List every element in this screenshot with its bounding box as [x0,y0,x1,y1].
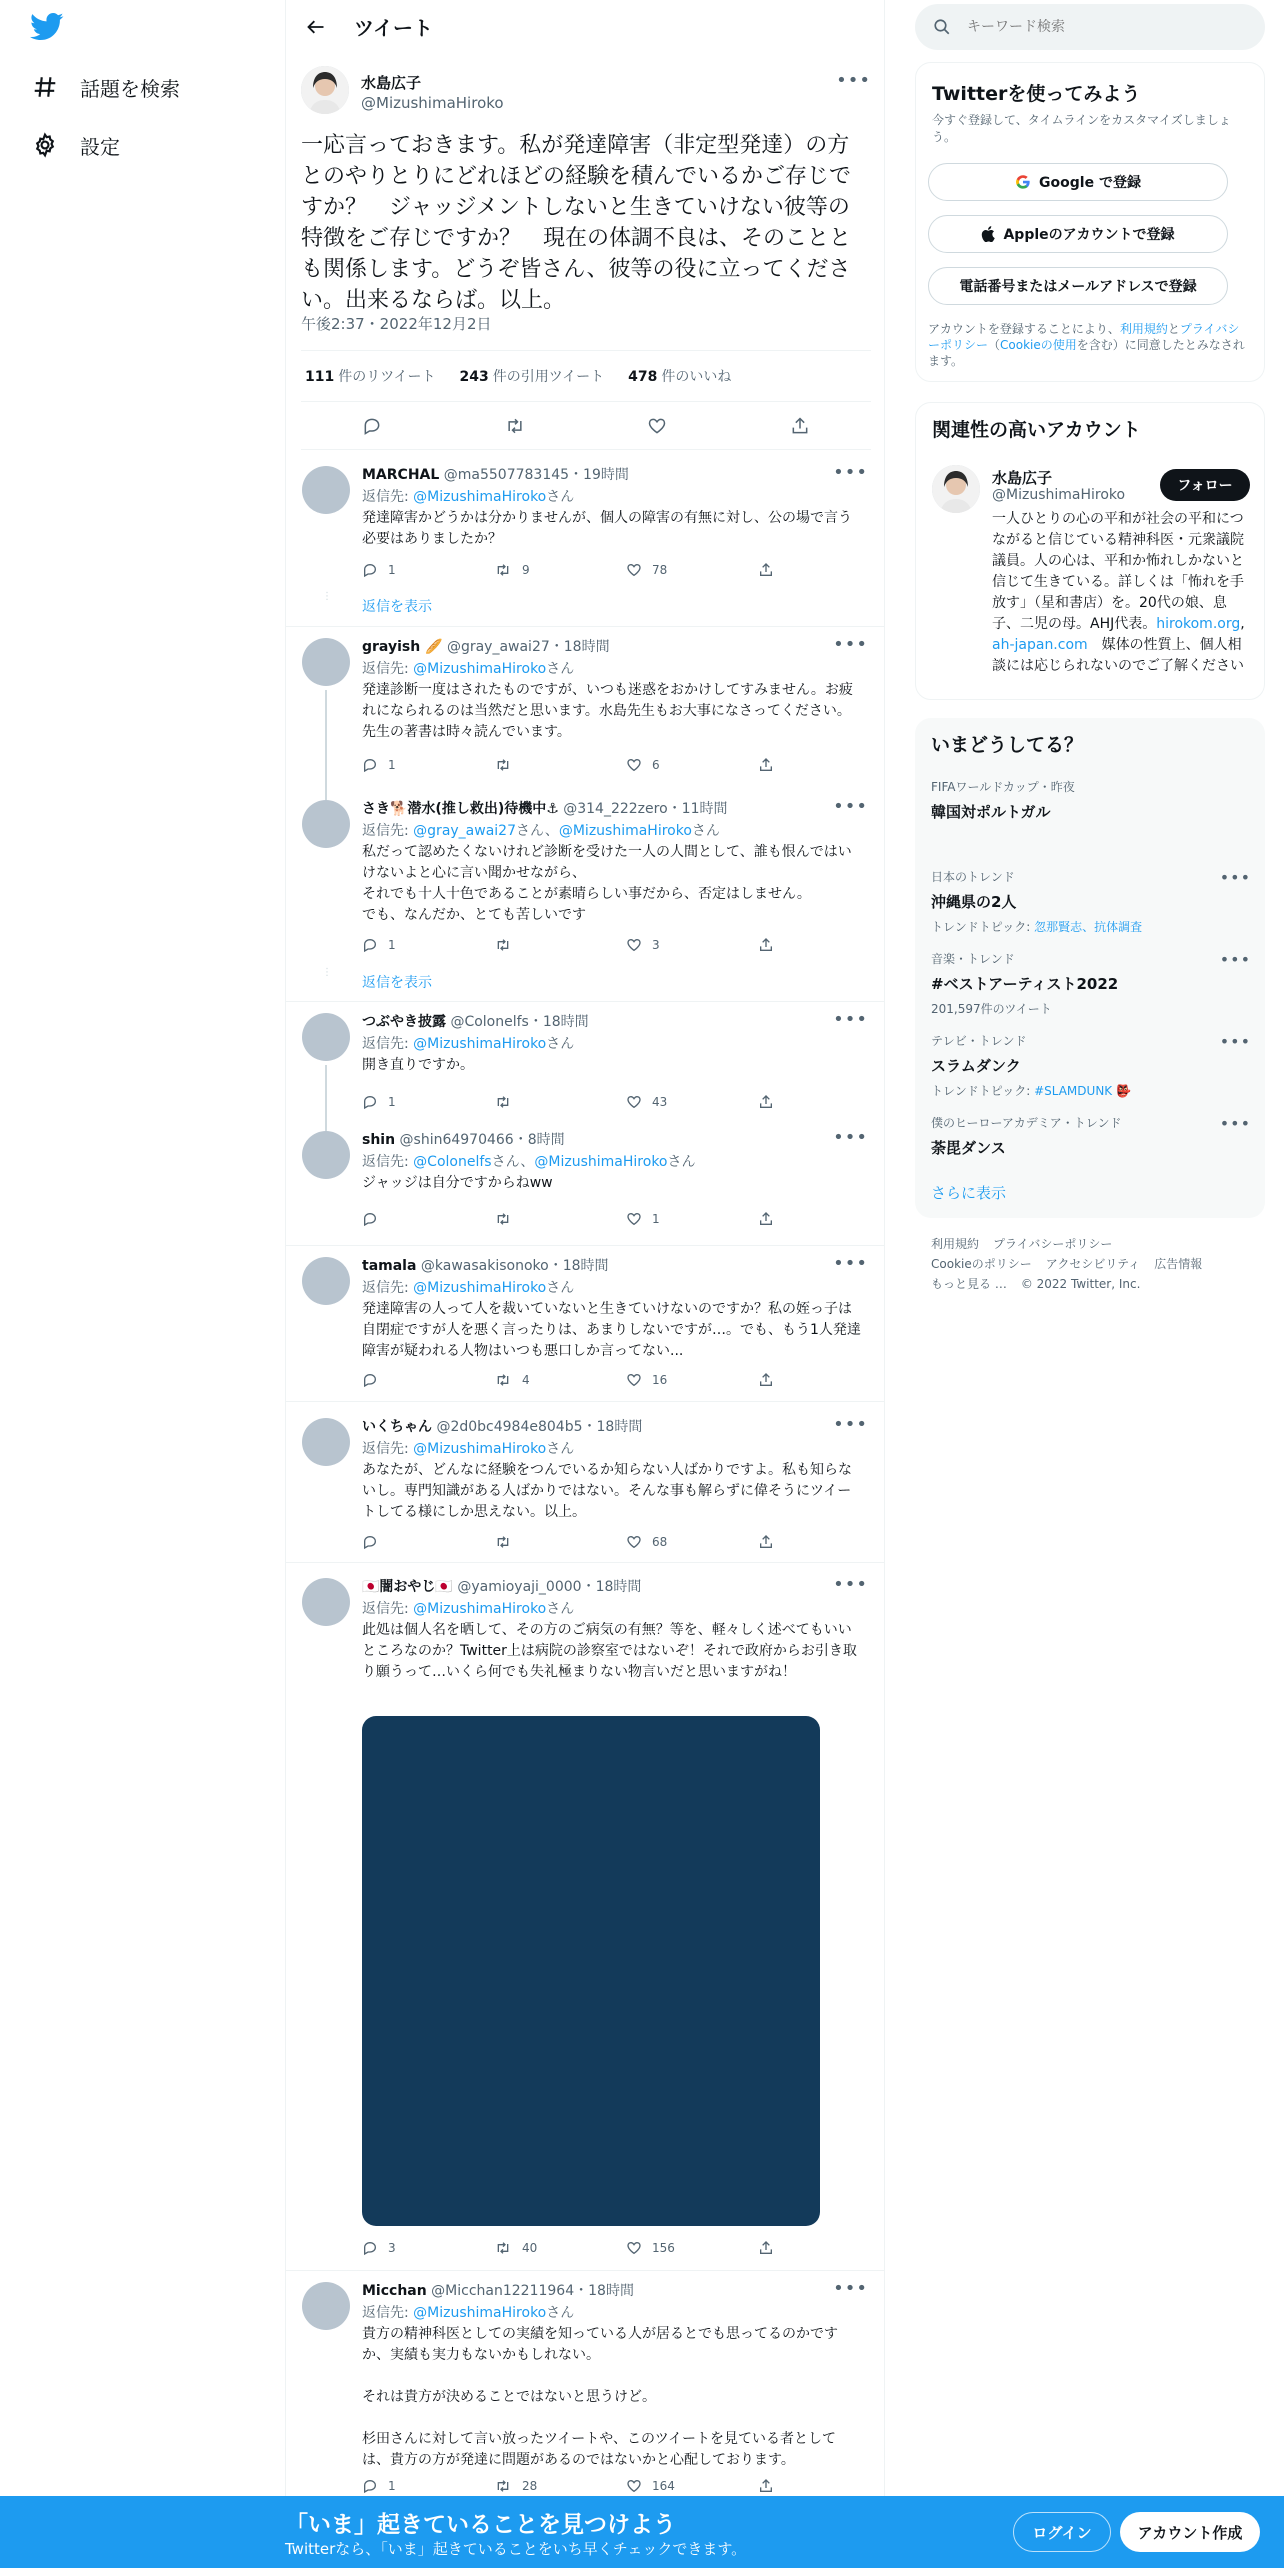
trend-item[interactable] [931,778,1251,822]
reply-time[interactable]: 19時間 [583,467,629,483]
thread-line [325,690,327,800]
like-button[interactable]: 3 [626,935,758,955]
reply-to: 返信先: @Colonelfsさん、@MizushimaHirokoさん [362,1154,696,1170]
trend-item[interactable] [931,1032,1251,1099]
login-button[interactable]: ログイン [1013,2512,1111,2552]
like-icon[interactable] [640,409,674,443]
like-button[interactable]: 164 [626,2476,758,2496]
more-icon[interactable]: ••• [833,2278,868,2299]
divider [286,2270,884,2271]
reply-author-handle[interactable]: @kawasakisonoko [420,1258,549,1274]
divider [286,1401,884,1402]
footer-ads-link[interactable]: 広告情報 [1154,1257,1203,1271]
cookie-link[interactable]: Cookieの使用 [1000,338,1077,352]
reply-actions [362,1370,802,1390]
terms-link[interactable]: 利用規約 [1119,322,1168,336]
reply-button[interactable] [362,1370,494,1390]
account-handle[interactable]: @MizushimaHiroko [992,487,1126,503]
google-icon [1015,174,1031,190]
more-icon[interactable]: ••• [1219,868,1251,887]
phone-email-signup-label: 電話番号またはメールアドレスで登録 [959,279,1197,295]
thread-dots: ⋮ [322,591,332,602]
reply-tweet[interactable] [286,1408,884,1563]
reply-tweet[interactable] [286,1121,884,1246]
reply-text: 発達診断一度はされたものですが、いつも迷惑をおかけしてすみません。お疲れになられるのは当然だと思います。水島先生もお大事になさってください。先生の著書は時々読んでいます。 [362,682,853,740]
signup-button[interactable]: アカウント作成 [1120,2512,1260,2552]
more-icon[interactable]: ••• [1219,950,1251,969]
reply-author-handle[interactable]: @shin64970466 [399,1132,514,1148]
reply-to: 返信先: @MizushimaHirokoさん [362,1036,575,1052]
trends-show-more-link[interactable]: さらに表示 [931,1184,1007,1202]
back-arrow-icon[interactable] [296,7,336,47]
account-bio: 一人ひとりの心の平和が社会の平和につながると信じている精神科医・元衆議院議員。人の心は、平和か怖れしかないと信じて生きている。詳しくは「怖れを手放す」（星和書店）を。20代の娘、息子、二児の母。AHJ代表。hirokom.org, ah-japan.com 媒体の性質上、個人相談には応じられないのでご了解ください [992,511,1245,674]
mention-link[interactable]: @MizushimaHiroko [413,661,547,677]
reply-author-name[interactable]: いくちゃん [362,1419,432,1435]
reply-author-name[interactable]: さき🐕潜水(推し救出)待機中⚓ [362,801,559,817]
avatar[interactable] [302,466,350,514]
signup-legal-text: アカウントを登録することにより、利用規約とプライバシーポリシー（Cookieの使用を含む）に同意したとみなされます。 [928,322,1245,368]
twitter-logo-icon[interactable] [30,12,66,48]
tweet-text: 一応言っておきます。私が発達障害（非定型発達）の方とのやりとりにどれほどの経験を積んでいるかご存じですか？ ジャッジメントしないと生きていけない彼等の特徴をご存じですか？ 現在の体調不良は、そのこととも関係します。どうぞ皆さん、彼等の役に立ってください。出来るならば。以上。 [301,133,852,313]
more-icon[interactable]: ••• [833,1253,868,1274]
reply-time[interactable]: 18時間 [588,2283,634,2299]
trend-name: スラムダンク [931,1057,1021,1075]
footer-links [931,1234,1261,1294]
reply-author-handle[interactable]: @Micchan12211964 [431,2283,575,2299]
more-icon[interactable]: ••• [833,1009,868,1030]
tweet-timestamp[interactable]: 午後2:37・2022年12月2日 [301,315,492,333]
mention-link[interactable]: @MizushimaHiroko [413,1280,547,1296]
reply-tweet[interactable] [286,1003,884,1121]
bottom-bar-title: 「いま」起きていることを見つけよう [285,2512,676,2538]
reply-author-name[interactable]: つぶやき披露 [362,1014,446,1030]
reply-author-name[interactable]: shin [362,1132,396,1148]
nav-settings[interactable] [30,121,120,169]
reply-author-name[interactable]: 🇯🇵闇おやじ🇯🇵 [362,1579,453,1595]
retweet-button[interactable] [494,935,626,955]
retweet-button[interactable]: 9 [494,560,626,580]
avatar[interactable] [301,66,349,114]
reply-button[interactable]: 1 [362,560,494,580]
trend-extra: トレンドトピック: #SLAMDUNK 👺 [931,1084,1131,1098]
bottom-signup-bar [0,2496,1284,2568]
like-button[interactable]: 78 [626,560,758,580]
retweet-button[interactable] [494,1209,626,1229]
avatar[interactable] [302,800,350,848]
like-button[interactable]: 43 [626,1092,758,1112]
reply-tweet[interactable] [286,1568,884,2268]
reply-button[interactable]: 1 [362,2476,494,2496]
mention-link[interactable]: @MizushimaHiroko [558,823,692,839]
more-icon[interactable]: ••• [1219,1114,1251,1133]
trends-card [915,718,1265,1218]
trend-topic-link[interactable]: 忽那賢志、抗体調査 [1034,920,1143,934]
trend-name: #ベストアーティスト2022 [931,975,1119,993]
trend-meta: 音楽・トレンド [931,952,1015,966]
google-signup-button[interactable] [928,163,1228,201]
retweet-button[interactable] [494,1092,626,1112]
reply-author-handle[interactable]: @Colonelfs [450,1014,529,1030]
trend-meta: テレビ・トレンド [931,1034,1027,1048]
reply-time[interactable]: 11時間 [681,801,728,817]
avatar[interactable] [932,465,980,513]
phone-email-signup-button[interactable] [928,267,1228,305]
reply-button[interactable]: 1 [362,1092,494,1112]
retweet-button[interactable]: 4 [494,1370,626,1390]
trend-topic-link[interactable]: #SLAMDUNK 👺 [1034,1084,1131,1098]
reply-author-name[interactable]: grayish 🥖 [362,639,443,655]
reply-author-handle[interactable]: @gray_awai27 [446,639,550,655]
divider [286,626,884,627]
follow-button[interactable]: フォロー [1160,469,1250,501]
share-button[interactable] [758,560,798,580]
reply-to: 返信先: @MizushimaHirokoさん [362,2305,575,2321]
trend-name: 荼毘ダンス [931,1139,1006,1157]
page-header [286,0,884,53]
avatar[interactable] [302,1013,350,1061]
retweet-button[interactable] [494,1532,626,1552]
gear-icon [30,130,60,160]
more-icon[interactable]: ••• [833,1414,868,1435]
tweet-actions [301,402,871,450]
reply-text: 此処は個人名を晒して、その方のご病気の有無？等を、軽々しく述べてもいいところなのか？Twitter上は病院の診察室ではないぞ！それで政府からお引き取り願うって…いくら何でも失礼極まりない物言いだと思いますがね！ [362,1622,857,1680]
reply-time[interactable]: 18時間 [595,1579,642,1595]
share-button[interactable] [758,1532,798,1552]
mention-link[interactable]: @MizushimaHiroko [413,1036,547,1052]
reply-header: grayish 🥖 @gray_awai27・18時間 [362,639,610,655]
retweet-button[interactable]: 28 [494,2476,626,2496]
reply-actions [362,2476,802,2496]
more-icon[interactable]: ••• [833,1127,868,1148]
share-button[interactable] [758,2238,798,2258]
reply-actions [362,2238,802,2258]
trend-item[interactable] [931,950,1251,1017]
tweet-media-image[interactable] [362,1716,820,2226]
reply-author-handle[interactable]: @314_222zero [563,801,668,817]
reply-icon[interactable] [355,409,389,443]
google-signup-label: Google で登録 [1039,175,1141,191]
like-button[interactable]: 68 [626,1532,758,1552]
reply-actions [362,1092,802,1112]
mention-link[interactable]: @MizushimaHiroko [413,2305,547,2321]
reply-actions [362,935,802,955]
reply-time[interactable]: 8時間 [527,1132,565,1148]
mention-link[interactable]: @MizushimaHiroko [413,1601,547,1617]
author-name: 水島広子 [361,74,422,92]
reply-button[interactable]: 3 [362,2238,494,2258]
retweet-count[interactable]: 111 件のリツイート [305,369,436,385]
share-button[interactable] [758,935,798,955]
divider [286,1562,884,1563]
mention-link[interactable]: @gray_awai27 [413,823,516,839]
mention-link[interactable]: @MizushimaHiroko [413,489,547,505]
apple-icon [981,226,995,242]
reply-to: 返信先: @MizushimaHirokoさん [362,489,575,505]
share-button[interactable] [758,1092,798,1112]
avatar[interactable] [302,1578,350,1626]
reply-button[interactable] [362,1532,494,1552]
like-button[interactable]: 1 [626,1209,758,1229]
reply-text: 私だって認めたくないけれど診断を受けた一人の人間として、誰も恨んではいけないよと心に言い聞かせながら、 それでも十人十色であることが素晴らしい事だから、否定はしません。 でも、なんだか、とても苦しいです [362,844,852,923]
reply-tweet[interactable] [286,1247,884,1402]
bottom-bar-subtitle: Twitterなら、「いま」起きていることをいち早くチェックできます。 [285,2540,747,2558]
bio-link[interactable]: hirokom.org [1156,616,1241,632]
main-tweet-author[interactable] [301,66,871,114]
avatar[interactable] [302,2282,350,2330]
reply-header: いくちゃん @2d0bc4984e804b5・18時間 [362,1419,643,1435]
show-replies-link[interactable]: 返信を表示 [362,599,432,615]
relevant-accounts-card [915,402,1265,700]
reply-text: ジャッジは自分ですからねww [362,1175,553,1191]
nav-explore[interactable] [30,63,180,111]
more-icon[interactable]: ••• [836,70,871,91]
reply-button[interactable] [362,1209,494,1229]
reply-to: 返信先: @gray_awai27さん、@MizushimaHirokoさん [362,823,720,839]
reply-to: 返信先: @MizushimaHirokoさん [362,1601,575,1617]
signup-card [915,62,1265,382]
nav-explore-label: 話題を検索 [80,76,180,101]
share-button[interactable] [758,1209,798,1229]
like-count[interactable]: 478 件のいいね [628,369,732,385]
reply-author-name[interactable]: Micchan [362,2283,427,2299]
footer-accessibility-link[interactable]: アクセシビリティ [1045,1257,1141,1271]
reply-header: MARCHAL @ma5507783145・19時間 [362,467,629,483]
reply-actions [362,1209,802,1229]
footer-more-link[interactable]: もっと見る … [931,1277,1007,1291]
reply-actions [362,755,802,775]
divider [286,1001,884,1002]
reply-actions [362,1532,802,1552]
reply-text: 開き直りですか。 [362,1057,474,1073]
hashtag-icon [30,72,60,102]
bio-link[interactable]: ah-japan.com [992,637,1088,653]
reply-author-name[interactable]: tamala [362,1258,417,1274]
more-icon[interactable]: ••• [1219,1032,1251,1051]
trend-meta: FIFAワールドカップ・昨夜 [931,780,1075,794]
reply-author-handle[interactable]: @yamioyaji_0000 [457,1579,582,1595]
more-icon[interactable]: ••• [833,634,868,655]
apple-signup-button[interactable] [928,215,1228,253]
account-name[interactable]: 水島広子 [992,469,1053,487]
avatar[interactable] [302,638,350,686]
reply-header: つぶやき披露 @Colonelfs・18時間 [362,1014,589,1030]
reply-tweet[interactable] [286,2272,884,2496]
reply-header: Micchan @Micchan12211964・18時間 [362,2283,634,2299]
reply-actions [362,560,802,580]
reply-author-name[interactable]: MARCHAL [362,467,440,483]
retweet-button[interactable]: 40 [494,2238,626,2258]
share-button[interactable] [758,2476,798,2496]
footer-copyright: © 2022 Twitter, Inc. [1020,1277,1141,1291]
reply-text: 発達障害の人って人を裁いていないと生きていけないのですか？私の姪っ子は自閉症ですが人を悪く言ったりは、あまりしないですが…。でも、もう1人発達障害が疑われる人物はいつも悪口しか言ってない... [362,1301,861,1359]
mention-link[interactable]: @Colonelfs [413,1154,492,1170]
footer-terms-link[interactable]: 利用規約 [931,1237,980,1251]
reply-to: 返信先: @MizushimaHirokoさん [362,1280,575,1296]
reply-time[interactable]: 18時間 [563,639,610,655]
reply-author-handle[interactable]: @2d0bc4984e804b5 [436,1419,583,1435]
nav-settings-label: 設定 [80,134,120,159]
reply-tweet[interactable] [286,790,884,1003]
search-bar[interactable] [915,4,1265,50]
mention-link[interactable]: @MizushimaHiroko [534,1154,668,1170]
like-button[interactable]: 6 [626,755,758,775]
reply-button[interactable]: 1 [362,755,494,775]
more-icon[interactable]: ••• [833,1574,868,1595]
reply-header: shin @shin64970466・8時間 [362,1132,565,1148]
search-icon [933,18,951,36]
reply-text: 貴方の精神科医としての実績を知っている人が居るとでも思ってるのかですか、実績も実力もないかもしれない。 それは貴方が決めることではないと思うけど。 杉田さんに対して言い放ったツイートや、このツイートを見ている者としては、貴方の方が発達に問題があるのではないかと心配しております。 [362,2326,838,2468]
avatar[interactable] [302,1131,350,1179]
mention-link[interactable]: @MizushimaHiroko [413,1441,547,1457]
page-title: ツイート [354,16,433,40]
signup-title: Twitterを使ってみよう [932,83,1141,105]
search-input[interactable] [967,19,1227,35]
divider [286,1245,884,1246]
trends-title: いまどうしてる？ [931,734,1084,756]
reply-header: 🇯🇵闇おやじ🇯🇵 @yamioyaji_0000・18時間 [362,1579,642,1595]
more-icon[interactable]: ••• [833,796,868,817]
reply-tweet[interactable] [286,628,884,791]
avatar[interactable] [302,1418,350,1466]
privacy-link[interactable]: プライバシーポリシー [928,322,1240,352]
trend-extra: 201,597件のツイート [931,1002,1052,1016]
trend-meta: 僕のヒーローアカデミア・トレンド [931,1116,1122,1130]
trend-name: 韓国対ポルトガル [931,803,1051,821]
show-replies-link[interactable]: 返信を表示 [362,975,432,991]
reply-to: 返信先: @MizushimaHirokoさん [362,661,575,677]
reply-header: tamala @kawasakisonoko・18時間 [362,1258,609,1274]
quote-count[interactable]: 243 件の引用ツイート [459,369,605,385]
reply-to: 返信先: @MizushimaHirokoさん [362,1441,575,1457]
like-button[interactable]: 16 [626,1370,758,1390]
reply-tweet[interactable] [286,456,884,628]
reply-button[interactable]: 1 [362,935,494,955]
footer-cookie-link[interactable]: Cookieのポリシー [931,1257,1032,1271]
thread-dots: ⋮ [322,967,332,978]
relevant-accounts-title: 関連性の高いアカウント [932,419,1141,441]
signup-subtitle: 今すぐ登録して、タイムラインをカスタマイズしましょう。 [932,113,1231,144]
reply-text: 発達障害かどうかは分かりませんが、個人の障害の有無に対し、公の場で言う必要はありましたか？ [362,510,852,547]
like-button[interactable]: 156 [626,2238,758,2258]
avatar[interactable] [302,1257,350,1305]
left-nav [0,0,285,2568]
more-icon[interactable]: ••• [833,462,868,483]
reply-time[interactable]: 18時間 [596,1419,643,1435]
share-icon[interactable] [783,409,817,443]
retweet-icon[interactable] [498,409,532,443]
trend-extra: トレンドトピック: 忽那賢志、抗体調査 [931,920,1143,934]
retweet-button[interactable] [494,755,626,775]
trend-item[interactable] [931,868,1251,935]
share-button[interactable] [758,1370,798,1390]
reply-time[interactable]: 18時間 [562,1258,609,1274]
share-button[interactable] [758,755,798,775]
trend-name: 沖縄県の2人 [931,893,1017,911]
reply-author-handle[interactable]: @ma5507783145 [443,467,570,483]
main-column [285,0,885,2568]
reply-header: さき🐕潜水(推し救出)待機中⚓ @314_222zero・11時間 [362,801,728,817]
author-handle: @MizushimaHiroko [361,94,504,112]
tweet-stats [301,350,871,402]
footer-privacy-link[interactable]: プライバシーポリシー [993,1237,1113,1251]
reply-time[interactable]: 18時間 [542,1014,589,1030]
trend-meta: 日本のトレンド [931,870,1015,884]
apple-signup-label: Appleのアカウントで登録 [1003,227,1175,243]
reply-text: あなたが、どんなに経験をつんでいるか知らない人ばかりですよ。私も知らないし。専門知識がある人ばかりではない。そんな事も解らずに偉そうにツイートしてる様にしか思えない。以上。 [362,1462,852,1520]
trend-item[interactable] [931,1114,1251,1158]
